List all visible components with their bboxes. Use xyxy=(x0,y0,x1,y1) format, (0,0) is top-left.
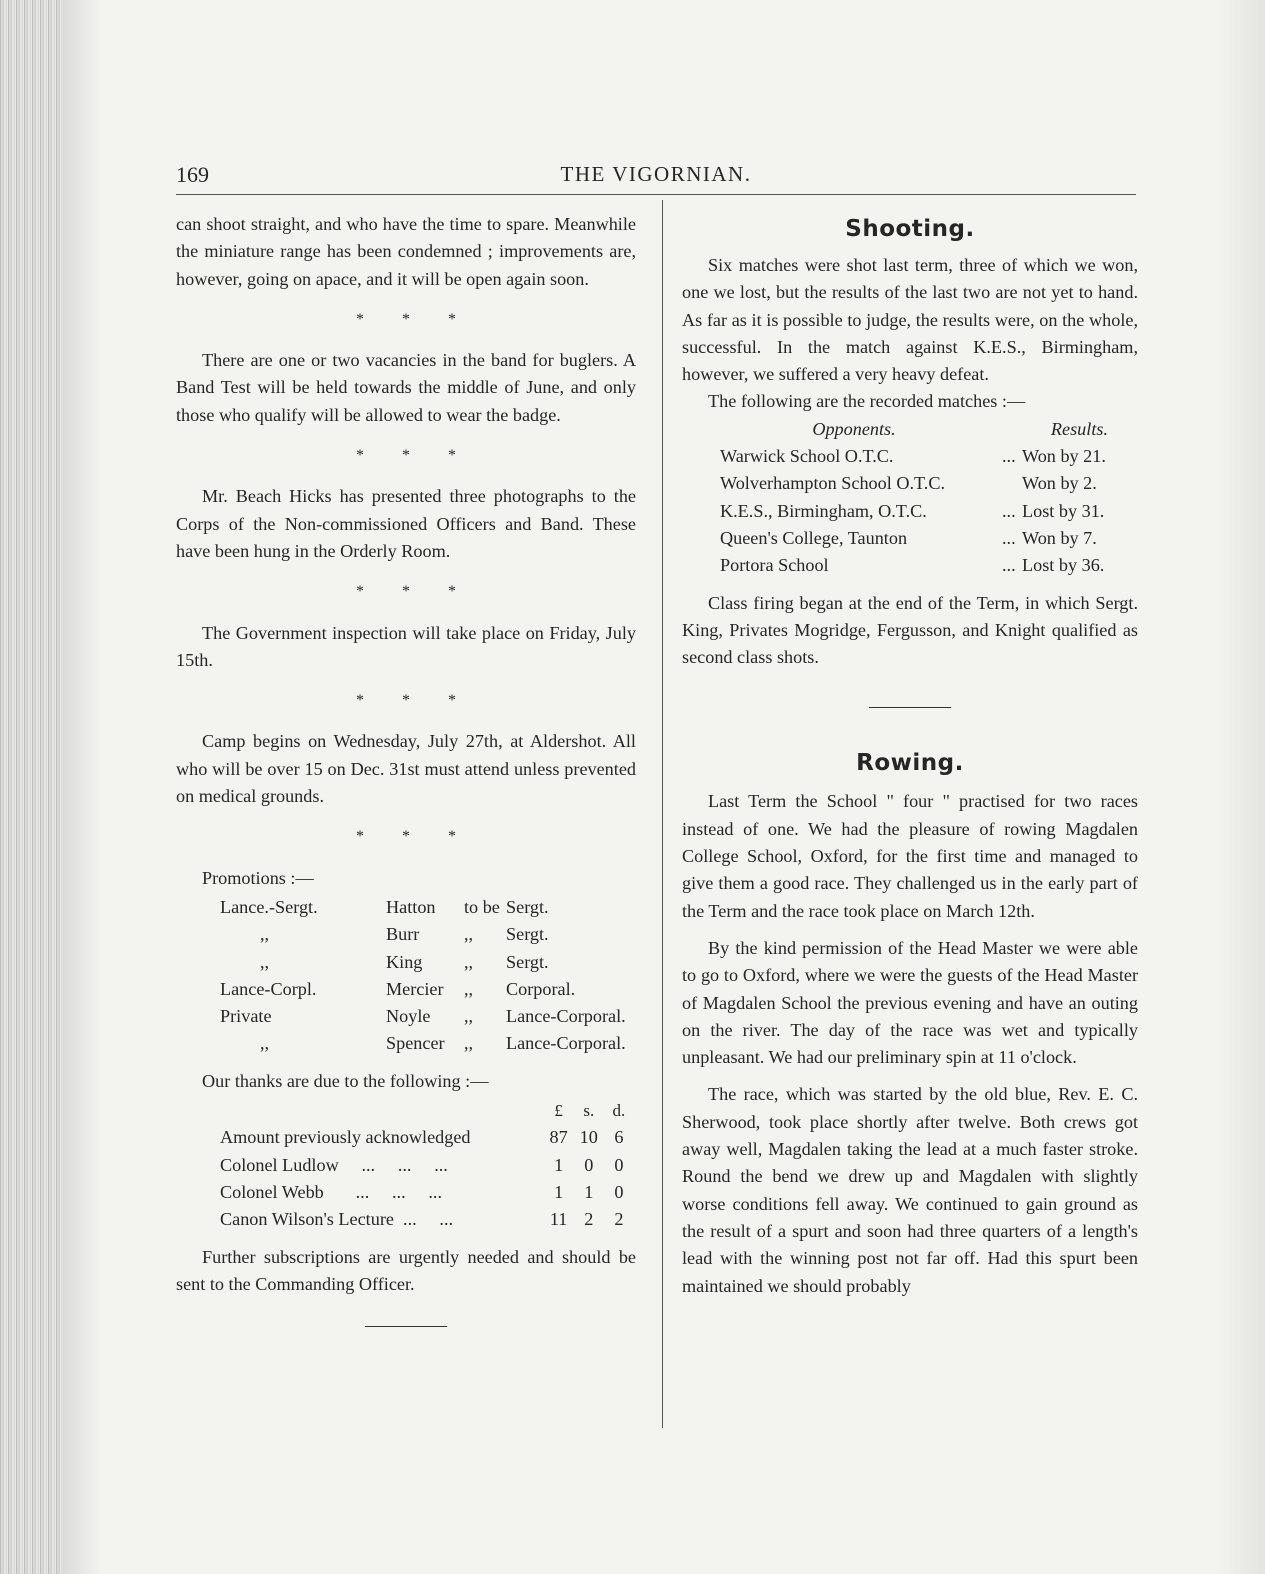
subscriptions-table xyxy=(220,1097,634,1233)
table-row xyxy=(220,921,626,948)
promo-name: King xyxy=(386,951,423,972)
rowing-heading: Rowing. xyxy=(856,750,964,777)
table-row xyxy=(720,498,1108,525)
promo-to: ,, xyxy=(464,951,474,972)
promo-new-rank: Corporal. xyxy=(506,978,576,999)
pence-header: d. xyxy=(612,1101,626,1121)
right-column xyxy=(682,214,1138,1300)
table-row xyxy=(720,525,1108,552)
match-result: Lost by 31. xyxy=(1022,500,1105,521)
section-end-rule xyxy=(365,1326,447,1327)
thanks-heading: Our thanks are due to the following :— xyxy=(202,1070,489,1091)
match-leader-dots: ... xyxy=(1002,527,1016,548)
match-result: Lost by 36. xyxy=(1022,555,1105,576)
opponents-header: Opponents. xyxy=(812,418,896,439)
amount-pence: 6 xyxy=(614,1127,624,1148)
separator-stars: * * * xyxy=(356,583,456,601)
binding-edge xyxy=(0,0,62,1574)
table-row xyxy=(220,949,626,976)
promotions-heading: Promotions :— xyxy=(202,867,314,888)
promo-new-rank: Lance-Corporal. xyxy=(506,1033,626,1054)
promo-rank: ,, xyxy=(260,1033,270,1054)
promo-rank: ,, xyxy=(260,951,270,972)
paragraph-shooting: Six matches were shot last term, three of which we won, one we lost, but the results of the last two are not yet to hand. As far as it is possible to judge, the results were, on the whole, successful. In the match against K.E.S., Birmingham, however, we suffered a very heavy defeat. xyxy=(682,255,1138,385)
match-result: Won by 2. xyxy=(1022,473,1097,494)
table-row xyxy=(720,443,1108,470)
promo-to: ,, xyxy=(464,978,474,999)
running-title: THE VIGORNIAN. xyxy=(560,162,752,186)
subscription-label: Amount previously acknowledged xyxy=(220,1127,471,1148)
promo-new-rank: Sergt. xyxy=(506,924,549,945)
promo-new-rank: Sergt. xyxy=(506,896,549,917)
promo-to: ,, xyxy=(464,1033,474,1054)
amount-pence: 2 xyxy=(614,1209,624,1230)
match-leader-dots: ... xyxy=(1002,500,1016,521)
shillings-header: s. xyxy=(583,1101,595,1121)
table-row xyxy=(220,1030,626,1057)
separator-stars: * * * xyxy=(356,447,456,465)
table-row xyxy=(220,894,626,921)
promo-new-rank: Lance-Corporal. xyxy=(506,1006,626,1027)
promo-to: ,, xyxy=(464,1006,474,1027)
match-result: Won by 21. xyxy=(1022,446,1106,467)
table-row xyxy=(720,470,1108,497)
table-row xyxy=(220,1206,634,1233)
paragraph-camp: Camp begins on Wednesday, July 27th, at Aldershot. All who will be over 15 on Dec. 31st must attend unless prevented on medical grounds. xyxy=(176,731,636,807)
amount-pounds: 1 xyxy=(554,1154,564,1175)
table-row xyxy=(220,1152,634,1179)
table-row xyxy=(220,1124,634,1151)
match-opponent: Wolverhampton School O.T.C. xyxy=(720,473,946,494)
paragraph-photographs: Mr. Beach Hicks has presented three photographs to the Corps of the Non-commissioned Officers and Band. These have been hung in the Orderly Room. xyxy=(176,486,636,561)
match-result: Won by 7. xyxy=(1022,527,1097,548)
table-row xyxy=(220,1003,626,1030)
amount-pence: 0 xyxy=(614,1154,624,1175)
subscription-label: Colonel Ludlow ... ... ... xyxy=(220,1154,448,1175)
amount-pounds: 11 xyxy=(549,1209,568,1230)
amount-pence: 0 xyxy=(614,1181,624,1202)
promo-name: Mercier xyxy=(386,978,444,999)
matches-intro: The following are the recorded matches :— xyxy=(708,391,1026,412)
amount-shillings: 1 xyxy=(584,1181,594,1202)
paragraph-band: There are one or two vacancies in the band for buglers. A Band Test will be held towards the middle of June, and only those who qualify will be allowed to wear the badge. xyxy=(176,350,636,425)
promo-rank: Private xyxy=(220,1006,272,1027)
amount-shillings: 10 xyxy=(579,1127,598,1148)
table-row xyxy=(220,1179,634,1206)
promotions-table xyxy=(220,894,626,1058)
paragraph-rowing-2: By the kind permission of the Head Master we were able to go to Oxford, where we were the guests of the Head Master of Magdalen School the previous evening and have an outing on the river. The day of the race was wet and typically unpleasant. We had our preliminary spin at 11 o'clock. xyxy=(682,937,1138,1068)
match-opponent: Warwick School O.T.C. xyxy=(720,446,894,467)
shooting-heading: Shooting. xyxy=(845,216,975,242)
promo-to: to be xyxy=(464,896,500,917)
subscription-label: Canon Wilson's Lecture ... ... xyxy=(220,1209,454,1230)
promo-name: Burr xyxy=(386,924,420,945)
amount-pounds: 87 xyxy=(549,1127,568,1148)
table-header-row xyxy=(720,416,1108,443)
match-opponent: K.E.S., Birmingham, O.T.C. xyxy=(720,500,927,521)
paragraph-inspection: The Government inspection will take place on Friday, July 15th. xyxy=(176,622,636,670)
promo-to: ,, xyxy=(464,924,474,945)
paragraph-subscriptions: Further subscriptions are urgently needed and should be sent to the Commanding Officer. xyxy=(176,1246,636,1294)
table-row xyxy=(720,552,1108,579)
separator-stars: * * * xyxy=(356,310,456,328)
left-column xyxy=(176,211,636,1327)
promo-name: Spencer xyxy=(386,1033,445,1054)
promo-new-rank: Sergt. xyxy=(506,951,549,972)
promo-rank: ,, xyxy=(260,924,270,945)
section-rule xyxy=(869,707,951,708)
page-number: 169 xyxy=(176,162,209,187)
amount-shillings: 0 xyxy=(584,1154,594,1175)
paragraph-rowing-3: The race, which was started by the old blue, Rev. E. C. Sherwood, took place shortly after twelve. Both crews got away well, Magdalen taking the lead at a much faster stroke. Round the bend we drew up and Magdalen with slightly worse conditions fell away. We continued to gain ground as the result of a spurt and soon had three quarters of a length's lead with the winning post not far off. Had this spurt been maintained we should probably xyxy=(682,1084,1138,1296)
promo-name: Hatton xyxy=(386,896,436,917)
amount-pounds: 1 xyxy=(554,1181,564,1202)
match-opponent: Queen's College, Taunton xyxy=(720,527,908,548)
promo-rank: Lance-Corpl. xyxy=(220,978,317,999)
page-header xyxy=(176,160,1136,195)
subscription-label: Colonel Webb ... ... ... xyxy=(220,1181,442,1202)
match-leader-dots: ... xyxy=(1002,446,1016,467)
table-row xyxy=(220,976,626,1003)
paragraph-range: can shoot straight, and who have the time to spare. Meanwhile the miniature range has been condemned ; improvements are, however, going on apace, and it will be open again soon. xyxy=(176,214,636,289)
separator-stars: * * * xyxy=(356,828,456,846)
paragraph-rowing-1: Last Term the School " four " practised for two races instead of one. We had the pleasure of rowing Magdalen College School, Oxford, for the first time and managed to give them a good race. They challenged us in the early part of the Term and the race took place on March 12th. xyxy=(682,791,1138,921)
pounds-header: £ xyxy=(554,1101,563,1121)
amount-shillings: 2 xyxy=(584,1209,594,1230)
paragraph-class-firing: Class firing began at the end of the Term, in which Sergt. King, Privates Mogridge, Fergusson, and Knight qualified as second class shots. xyxy=(682,592,1138,668)
column-divider xyxy=(662,200,663,1428)
results-header: Results. xyxy=(1050,418,1108,439)
binding-shadow xyxy=(62,0,102,1574)
match-leader-dots: ... xyxy=(1002,555,1016,576)
promo-rank: Lance.-Sergt. xyxy=(220,896,318,917)
matches-table xyxy=(720,416,1108,580)
table-header-row xyxy=(220,1097,634,1124)
page-edge-shadow xyxy=(1217,0,1265,1574)
promo-name: Noyle xyxy=(386,1006,431,1027)
separator-stars: * * * xyxy=(356,692,456,710)
match-leader-dots xyxy=(1002,470,1022,497)
match-opponent: Portora School xyxy=(720,555,829,576)
